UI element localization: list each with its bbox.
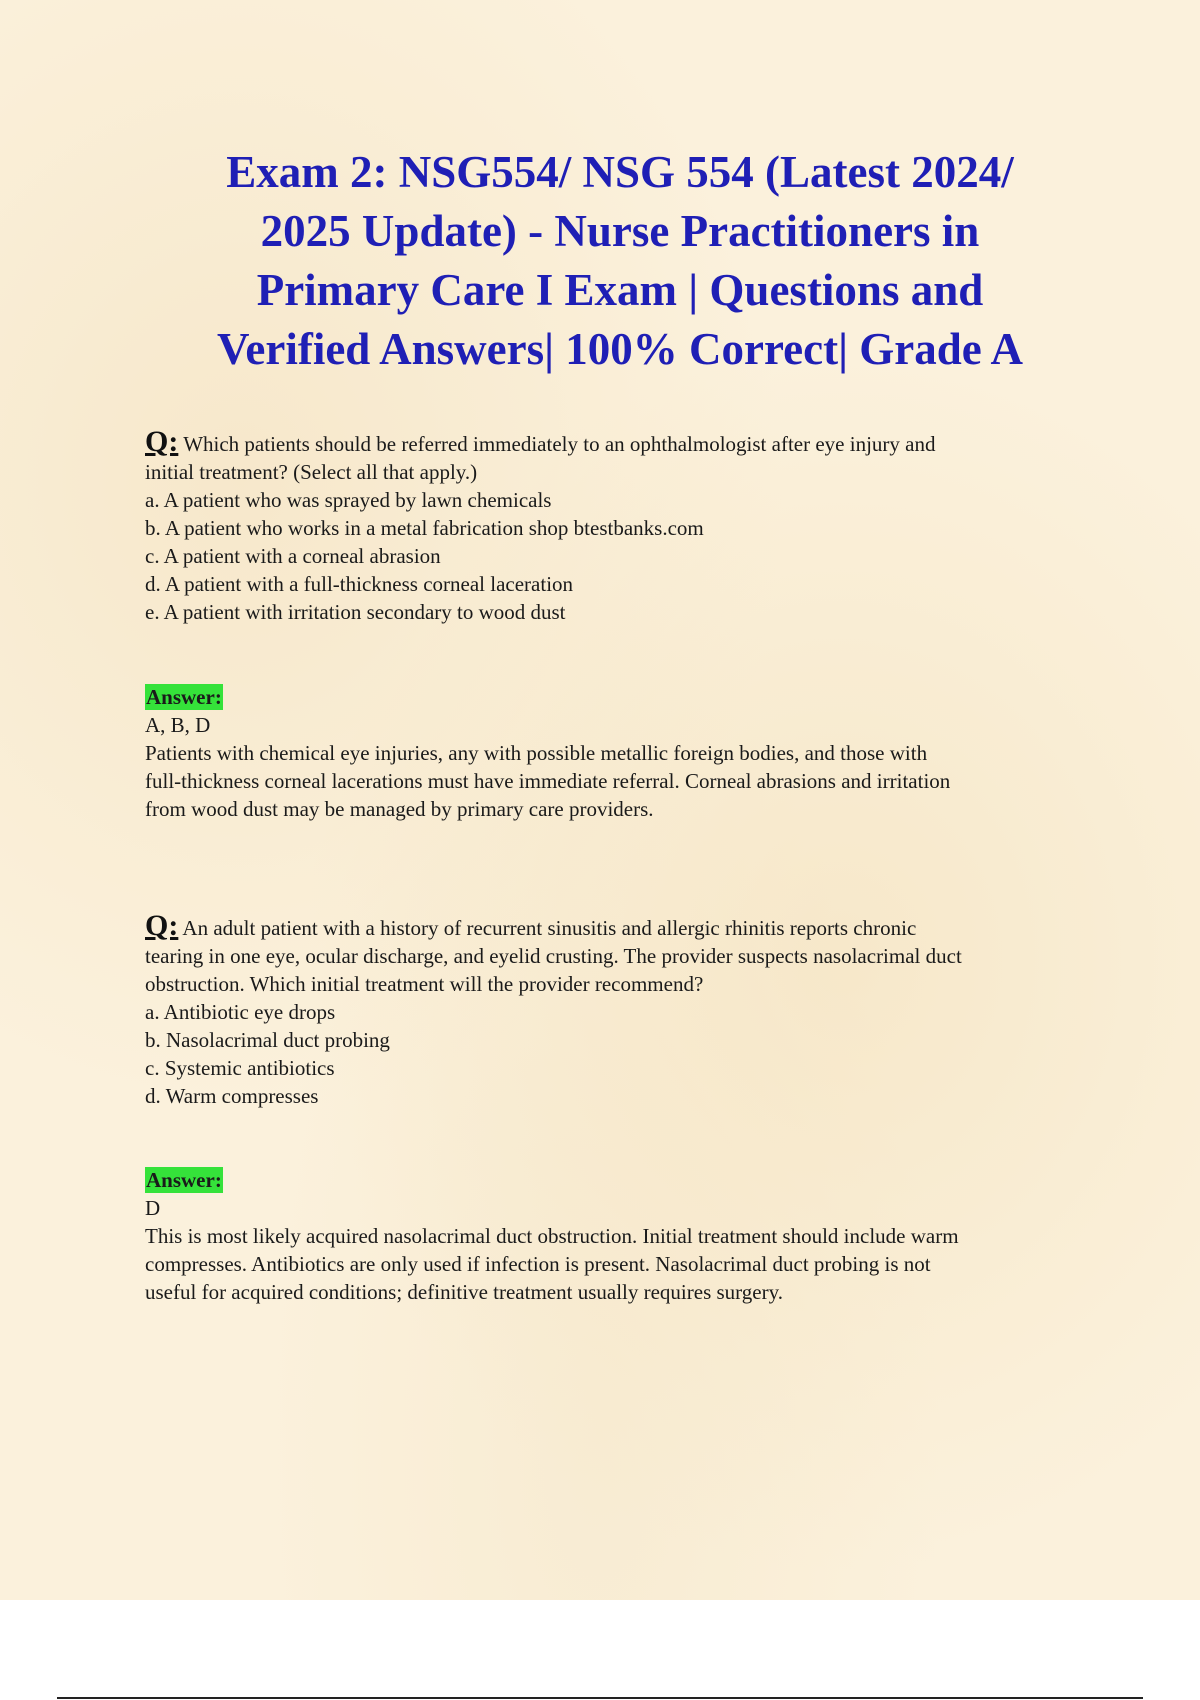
answer-value: D [145, 1196, 161, 1220]
title-line: 2025 Update) - Nurse Practitioners in [260, 206, 980, 256]
answer-block-2 [145, 1166, 1095, 1306]
question-stem-line [145, 425, 1095, 458]
rationale-line: Patients with chemical eye injuries, any with possible metallic foreign bodies, and those with [145, 741, 928, 765]
question-stem-text: Which patients should be referred immediately to an ophthalmologist after eye injury and [183, 432, 936, 456]
question-block-2 [145, 909, 1095, 1110]
answer-option: c. Systemic antibiotics [145, 1056, 335, 1080]
question-stem-line: tearing in one eye, ocular discharge, and eyelid crusting. The provider suspects nasolacrimal duct [145, 944, 962, 968]
answer-value: A, B, D [145, 713, 211, 737]
question-marker: Q: [145, 909, 179, 942]
answer-label: Answer: [146, 1168, 222, 1192]
answer-option: d. Warm compresses [145, 1084, 319, 1108]
footer-rule [57, 1697, 1143, 1699]
question-stem-line: initial treatment? (Select all that apply.) [145, 460, 478, 484]
answer-block-1 [145, 683, 1095, 823]
title-line: Verified Answers| 100% Correct| Grade A [217, 324, 1023, 374]
answer-option: a. Antibiotic eye drops [145, 1000, 336, 1024]
answer-label: Answer: [146, 685, 222, 709]
question-block-1 [145, 425, 1095, 626]
answer-option: b. Nasolacrimal duct probing [145, 1028, 390, 1052]
rationale-line: This is most likely acquired nasolacrimal duct obstruction. Initial treatment should include warm [145, 1224, 959, 1248]
answer-option: b. A patient who works in a metal fabrication shop btestbanks.com [145, 516, 704, 540]
rationale-line: compresses. Antibiotics are only used if infection is present. Nasolacrimal duct probing is not [145, 1252, 931, 1276]
question-stem-text: An adult patient with a history of recurrent sinusitis and allergic rhinitis reports chronic [182, 916, 917, 940]
title-line: Exam 2: NSG554/ NSG 554 (Latest 2024/ [226, 147, 1014, 197]
rationale-line: from wood dust may be managed by primary care providers. [145, 797, 654, 821]
question-stem-line: obstruction. Which initial treatment will the provider recommend? [145, 972, 704, 996]
question-stem-line [145, 909, 1095, 942]
title-line: Primary Care I Exam | Questions and [256, 265, 984, 315]
answer-option: d. A patient with a full-thickness corneal laceration [145, 572, 574, 596]
answer-option: e. A patient with irritation secondary to wood dust [145, 600, 566, 624]
document-title [130, 143, 1110, 379]
answer-option: c. A patient with a corneal abrasion [145, 544, 441, 568]
rationale-line: useful for acquired conditions; definitive treatment usually requires surgery. [145, 1280, 783, 1304]
question-marker: Q: [145, 425, 179, 458]
rationale-line: full-thickness corneal lacerations must have immediate referral. Corneal abrasions and irritation [145, 769, 951, 793]
answer-option: a. A patient who was sprayed by lawn chemicals [145, 488, 552, 512]
